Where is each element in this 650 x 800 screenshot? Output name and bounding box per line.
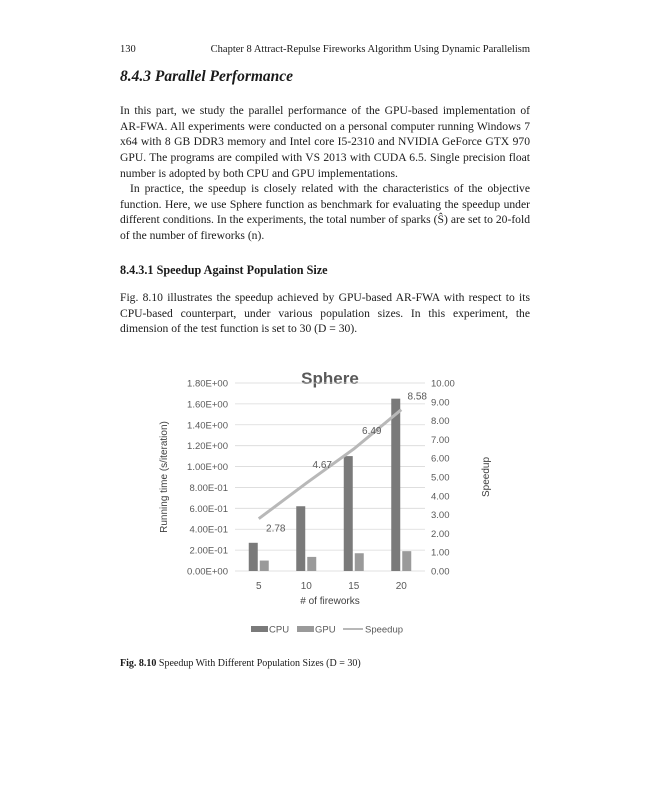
y-tick-label: 6.00E-01	[189, 503, 228, 515]
speedup-data-label: 8.58	[407, 391, 427, 403]
figure-label: Fig. 8.10	[120, 658, 157, 669]
bar-gpu	[355, 553, 364, 571]
legend-label-gpu: GPU	[315, 624, 336, 636]
y2-tick-label: 7.00	[431, 434, 450, 446]
y2-tick-label: 4.00	[431, 491, 450, 503]
x-tick-label: 5	[255, 581, 262, 592]
bar-gpu	[260, 561, 269, 571]
y2-axis-label: Speedup	[481, 456, 492, 498]
bar-cpu	[391, 399, 400, 571]
bar-gpu	[402, 551, 411, 571]
running-title: Chapter 8 Attract-Repulse Fireworks Algorithm Using Dynamic Parallelism	[210, 44, 530, 55]
paragraph-1: In this part, we study the parallel performance of the GPU-based implementation of AR-FWA. All experiments were conducted on a personal computer running Windows 7 x64 with 8 GB DDR3 memory and Intel core I5-2310 and NVIDIA GeForce GTX 970 GPU. The programs are compiled with VS 2013 with CUDA 6.5. Single precision float number is adopted by both CPU and GPU implementations.	[120, 104, 530, 180]
x-tick-label: 15	[348, 581, 360, 592]
y2-tick-label: 1.00	[431, 547, 450, 559]
x-tick-label: 10	[300, 581, 312, 592]
y2-tick-label: 10.00	[431, 378, 455, 390]
subsection-title: 8.4.3.1 Speedup Against Population Size	[120, 263, 328, 277]
y2-tick-label: 0.00	[431, 566, 450, 578]
x-axis-label: # of fireworks	[300, 596, 360, 607]
bar-cpu	[249, 543, 258, 571]
legend-label-speedup: Speedup	[365, 624, 404, 636]
speedup-data-label: 2.78	[266, 523, 286, 535]
y2-tick-label: 6.00	[431, 453, 450, 465]
y2-tick-label: 8.00	[431, 416, 450, 428]
paragraph-2: In practice, the speedup is closely related with the characteristics of the objective function. Here, we use Sphere function as benchmark for evaluating the speedup under different conditions. In the experiments, the total number of sparks (Ŝ) are set to 20-fold of the number of fireworks (n).	[120, 182, 530, 243]
bar-cpu	[344, 456, 353, 571]
legend-swatch-cpu	[251, 626, 268, 632]
y-tick-label: 4.00E-01	[189, 524, 228, 536]
y2-tick-label: 5.00	[431, 472, 450, 484]
y-tick-label: 8.00E-01	[189, 482, 228, 494]
y-tick-label: 1.00E+00	[187, 462, 228, 474]
y-tick-label: 0.00E+00	[187, 566, 228, 578]
section-title: 8.4.3 Parallel Performance	[120, 68, 294, 85]
legend-swatch-gpu	[297, 626, 314, 632]
y-tick-label: 1.40E+00	[187, 420, 228, 432]
y-axis-label: Running time (s/iteration)	[159, 421, 170, 533]
y-tick-label: 1.20E+00	[187, 441, 228, 453]
y2-tick-label: 2.00	[431, 528, 450, 540]
x-tick-label: 20	[395, 581, 407, 592]
chart-title: Sphere	[301, 369, 359, 388]
figure-caption-text: Speedup With Different Population Sizes (D = 30)	[158, 658, 361, 669]
bar-gpu	[307, 557, 316, 571]
page-number: 130	[120, 44, 136, 55]
paragraph-3: Fig. 8.10 illustrates the speedup achieved by GPU-based AR-FWA with respect to its CPU-based counterpart, under various population sizes. In this experiment, the dimension of the test function is set to 30 (D = 30).	[120, 291, 530, 336]
y-tick-label: 1.80E+00	[187, 378, 228, 390]
figure-caption	[120, 658, 361, 669]
y-tick-label: 2.00E-01	[189, 545, 228, 557]
legend-label-cpu: CPU	[269, 624, 290, 636]
y-tick-label: 1.60E+00	[187, 399, 228, 411]
y2-tick-label: 3.00	[431, 510, 450, 522]
speedup-data-label: 4.67	[312, 460, 332, 472]
speedup-data-label: 6.49	[362, 425, 382, 437]
bar-cpu	[296, 506, 305, 571]
y2-tick-label: 9.00	[431, 397, 450, 409]
